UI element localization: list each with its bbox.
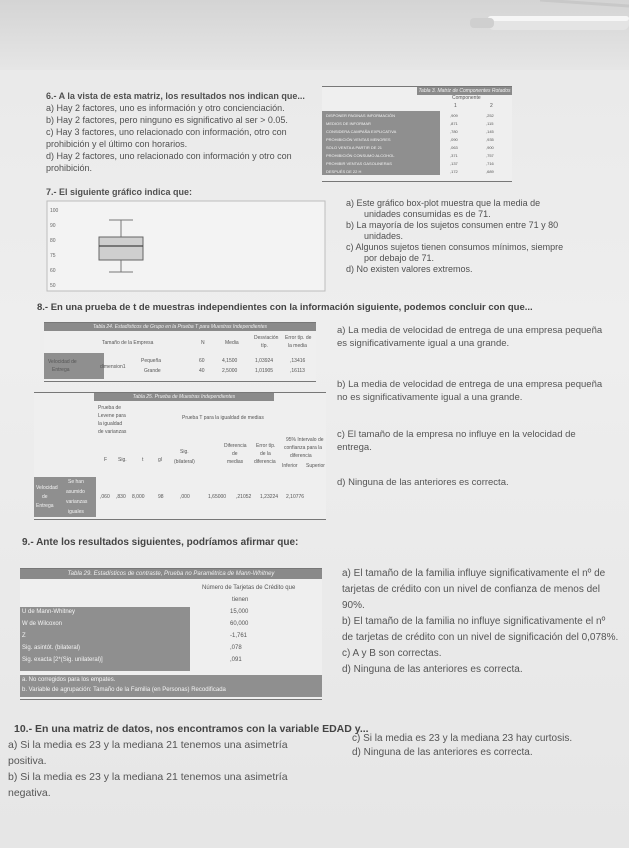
matrix-row-label: DISPONER PAGINAS INFORMACIÓN	[326, 113, 396, 118]
q9-option-c: c) A y B son correctas.	[342, 648, 442, 659]
q7-option-a-line2: unidades consumidas es de 71.	[364, 209, 491, 219]
t29-row-label: U de Mann-Whitney	[22, 609, 76, 615]
q10-option-d: d) Ninguna de las anteriores es correcta.	[352, 747, 533, 758]
boxplot-y-tick-label: 60	[50, 268, 56, 274]
boxplot-y-tick-label: 100	[50, 208, 59, 214]
q7-option-b-line1: b) La mayoría de los sujetos consumen entre 71 y 80	[346, 220, 559, 230]
q7-option-d: d) No existen valores extremos.	[346, 264, 473, 274]
matrix-row-value2: ,145	[486, 129, 494, 134]
t24-r2-sd: 1,01905	[255, 368, 274, 374]
q8-options	[337, 324, 605, 489]
t29-row-value: 15,000	[230, 609, 249, 615]
boxplot-y-tick-label: 80	[50, 238, 56, 244]
matrix-row-value1: ,871	[450, 121, 458, 126]
t24-var1: Velocidad de	[48, 359, 77, 365]
t24-h-n: N	[201, 340, 205, 346]
q9-option-a-line3: 90%.	[342, 600, 365, 611]
matrix-row-value2: ,900	[486, 145, 494, 150]
q10-option-a-line2: positiva.	[8, 755, 47, 767]
t25-assumed1: Se han	[68, 479, 84, 485]
t25-ci3: diferencia	[290, 453, 312, 459]
q6-option-a: a) Hay 2 factores, uno es información y otro concienciación.	[46, 103, 285, 113]
t25-ttitle: Prueba T para la igualdad de medias	[182, 415, 264, 421]
matrix-row-label: SOLO VENTA A PARTIR DE 21	[326, 145, 383, 150]
boxplot-frame	[47, 201, 325, 291]
q10-option-b-line1: b) Si la media es 23 y la mediana 21 tenemos una asimetría	[8, 771, 288, 783]
q10-left-options	[8, 737, 338, 801]
matrix-row-label: PROHIBIR VENTAS GASOLINERAS	[326, 161, 392, 166]
q7-title: 7.- El siguiente gráfico indica que:	[46, 187, 193, 197]
q9-options	[342, 566, 624, 678]
t25-h-de1: Error típ.	[256, 443, 276, 449]
t24-r2-se: ,16113	[290, 368, 305, 374]
table-24	[44, 322, 316, 382]
t25-ci2: confianza para la	[284, 445, 323, 451]
t25-h-de3: diferencia	[254, 459, 276, 465]
q6-option-b: b) Hay 2 factores, pero ninguno es significativo al ser > 0.05.	[46, 115, 288, 125]
t29-row-label: W de Wilcoxon	[22, 621, 63, 627]
q7-option-a-line1: a) Este gráfico box-plot muestra que la media de	[346, 198, 541, 208]
t25-inf: 1,23224	[260, 494, 279, 500]
q9-option-b-line2: de tarjetas de crédito con un nivel de significación del 0,078%.	[342, 632, 619, 643]
t25-de: ,21052	[236, 494, 252, 500]
t25-h-dm2: de	[232, 451, 238, 457]
t29-note1: a. No corregidos para los empates.	[22, 677, 116, 683]
matrix-row-value1: ,780	[450, 129, 458, 134]
t25-h-sig: Sig.	[118, 457, 127, 463]
boxplot-box	[99, 237, 143, 260]
matrix-row-value1: ,063	[450, 145, 458, 150]
matrix-row-value2: ,757	[486, 153, 494, 158]
matrix-row-value2: ,716	[486, 161, 494, 166]
q6-title: 6.- A la vista de esta matriz, los resultados nos indican que...	[46, 91, 305, 101]
q8-option-b-line2: no es significativamente igual a una grande.	[337, 392, 523, 403]
q7-option-b-line2: unidades.	[364, 231, 404, 241]
q9-option-a-line2: tarjetas de crédito con un nivel de confianza de menos del	[342, 584, 600, 595]
table-25	[34, 392, 326, 520]
t24-h-size: Tamaño de la Empresa	[102, 340, 154, 346]
t24-r2-n: 40	[199, 368, 205, 374]
t25-ci1: 95% Intervalo de	[286, 437, 324, 443]
q6-option-c-line2: prohibición y el último con horarios.	[46, 139, 188, 149]
t24-r1-label: Pequeña	[141, 358, 162, 364]
t24-h-se2: la media	[288, 343, 307, 349]
q10-title: 10.- En una matriz de datos, nos encontramos con la variable EDAD y...	[14, 723, 369, 735]
t29-row-label: Sig. exacta [2*(Sig. unilateral)]	[22, 657, 103, 663]
q9-option-b-line1: b) El tamaño de la familia no influye significativamente el nº	[342, 616, 606, 627]
q8-option-c-line2: entrega.	[337, 442, 372, 453]
t25-t: 8,000	[132, 494, 145, 500]
matrix-header: Componente	[452, 95, 481, 101]
t24-r1-sd: 1,03924	[255, 358, 274, 364]
table25-caption: Tabla 25. Prueba de Muestras Independientes	[94, 393, 274, 401]
t29-h2: tienen	[232, 597, 249, 603]
matrix-caption: Tabla 3. Matriz de Componentes Rotados	[418, 88, 511, 94]
matrix-row-value1: ,172	[450, 169, 458, 174]
table29-caption: Tabla 29. Estadísticos de contraste, Prueba no Paramétrica de Mann-Whitney	[20, 569, 322, 579]
t25-h-sup: Superior	[306, 463, 325, 469]
q10-right-options	[352, 732, 624, 760]
q7-option-c-line2: por debajo de 71.	[364, 253, 435, 263]
q6-option-c-line1: c) Hay 3 factores, uno relacionado con información, otro con	[46, 127, 287, 137]
q8-option-c-line1: c) El tamaño de la empresa no influye en la velocidad de	[337, 429, 576, 440]
boxplot-y-tick-label: 50	[50, 283, 56, 289]
matrix-row-value2: ,689	[486, 169, 494, 174]
t25-dm: 1,65000	[208, 494, 227, 500]
q10-option-c: c) Si la media es 23 y la mediana 23 hay curtosis.	[352, 733, 573, 744]
t25-h-gl: gl	[158, 457, 162, 463]
t25-h-dm1: Diferencia	[224, 443, 247, 449]
t25-levene3: la igualdad	[98, 421, 123, 427]
matrix-row-label: CONSIDERA CAMPAÑA EXPLICATIVA	[326, 129, 397, 134]
t25-var2: de	[42, 494, 48, 500]
matrix-row-value1: ,090	[450, 137, 458, 142]
t25-h-F: F	[104, 457, 108, 463]
t24-r1-se: ,13416	[290, 358, 306, 364]
t25-h-t: t	[142, 457, 144, 463]
t25-levene2: Levene para	[98, 413, 126, 419]
q7-options	[346, 198, 604, 275]
q9-title: 9.- Ante los resultados siguientes, podríamos afirmar que:	[22, 537, 299, 548]
q6-option-d-line2: prohibición.	[46, 163, 93, 173]
t24-h-sd1: Desviación	[254, 335, 279, 341]
pen-photo	[470, 0, 629, 40]
table24-caption: Tabla 24. Estadísticos de Grupo en la Prueba T para Muestras Independientes	[44, 323, 316, 331]
matrix-row-value2: ,935	[486, 137, 494, 142]
boxplot-chart	[46, 200, 326, 292]
matrix-row-value2: ,252	[486, 113, 494, 118]
t25-var1: Velocidad	[36, 485, 58, 491]
t25-levene1: Prueba de	[98, 405, 122, 411]
t24-h-mean: Media	[225, 340, 239, 346]
matrix-col1: 1	[454, 103, 457, 109]
q8-option-a-line2: es significativamente igual a una grande.	[337, 338, 510, 349]
matrix-row-value1: ,909	[450, 113, 458, 118]
t24-var2: Entrega	[52, 367, 70, 373]
t29-row-value: -1,761	[230, 633, 248, 639]
t25-h-inf: Inferior	[282, 463, 298, 469]
q10-option-a-line1: a) Si la media es 23 y la mediana 21 tenemos una asimetría	[8, 739, 288, 751]
t25-F: ,060	[100, 494, 110, 500]
matrix-row-value1: ,371	[450, 153, 458, 158]
boxplot-y-tick-label: 75	[50, 253, 56, 259]
q8-option-b-line1: b) La media de velocidad de entrega de una empresa pequeña	[337, 379, 603, 390]
matrix-col2: 2	[490, 103, 493, 109]
question-6	[46, 90, 316, 174]
matrix-row-label: DESPUÉS DE 22 H	[326, 169, 362, 174]
t25-assumed3: varianzas	[66, 499, 88, 505]
q9-option-d: d) Ninguna de las anteriores es correcta.	[342, 664, 523, 675]
component-matrix-table	[322, 86, 512, 182]
t24-r1-n: 60	[199, 358, 205, 364]
t29-row-value: ,091	[230, 657, 242, 663]
q6-option-d-line1: d) Hay 2 factores, uno relacionado con información y otro con	[46, 151, 292, 161]
matrix-row-label: PROHIBICIÓN CONSUMO ALCOHOL	[326, 153, 395, 158]
t25-var3: Entrega	[36, 503, 54, 509]
q8-option-a-line1: a) La media de velocidad de entrega de una empresa pequeña	[337, 325, 603, 336]
t24-h-sd2: típ.	[261, 343, 268, 349]
q9-option-a-line1: a) El tamaño de la familia influye significativamente el nº de	[342, 568, 606, 579]
t24-h-se1: Error típ. de	[285, 335, 312, 341]
t25-levene4: de varianzas	[98, 429, 127, 435]
t25-sup: 2,10776	[286, 494, 305, 500]
matrix-row-value1: ,137	[450, 161, 458, 166]
t25-gl: 98	[158, 494, 164, 500]
table-29	[20, 568, 322, 700]
t25-h-sigb1: Sig.	[180, 449, 189, 455]
t24-dim: dimension1	[100, 364, 126, 370]
t29-row-value: 60,000	[230, 621, 249, 627]
t29-h1: Número de Tarjetas de Crédito que	[202, 585, 296, 591]
t29-row-label: Z	[22, 633, 26, 639]
t25-h-dm3: medias	[227, 459, 244, 465]
t25-h-sigb2: (bilateral)	[174, 459, 195, 465]
matrix-row-label: PROHIBICIÓN VENTAS MENORES	[326, 137, 391, 142]
q8-option-d: d) Ninguna de las anteriores es correcta.	[337, 477, 509, 488]
t25-sigb: ,000	[180, 494, 190, 500]
t25-h-de2: de la	[260, 451, 271, 457]
q8-title: 8.- En una prueba de t de muestras independientes con la información siguiente, podemos concluir con que...	[37, 302, 533, 313]
t29-row-label: Sig. asintót. (bilateral)	[22, 645, 81, 651]
t24-r1-mean: 4,1500	[222, 358, 238, 364]
t24-r2-mean: 2,5000	[222, 368, 238, 374]
t24-r2-label: Grande	[144, 368, 161, 374]
t25-sig: ,830	[116, 494, 126, 500]
q10-option-b-line2: negativa.	[8, 787, 51, 799]
t29-row-value: ,078	[230, 645, 242, 651]
t24-variable-cell	[44, 353, 104, 379]
matrix-row-value2: ,115	[486, 121, 494, 126]
matrix-row-label: MEDIOS DE INFORMAR	[326, 121, 371, 126]
boxplot-y-tick-label: 90	[50, 223, 56, 229]
t29-note2: b. Variable de agrupación: Tamaño de la Familia (en Personas) Recodificada	[22, 687, 226, 693]
t25-assumed2: asumido	[66, 489, 85, 495]
q7-option-c-line1: c) Algunos sujetos tienen consumos mínimos, siempre	[346, 242, 564, 252]
t25-assumed4: iguales	[68, 509, 84, 515]
